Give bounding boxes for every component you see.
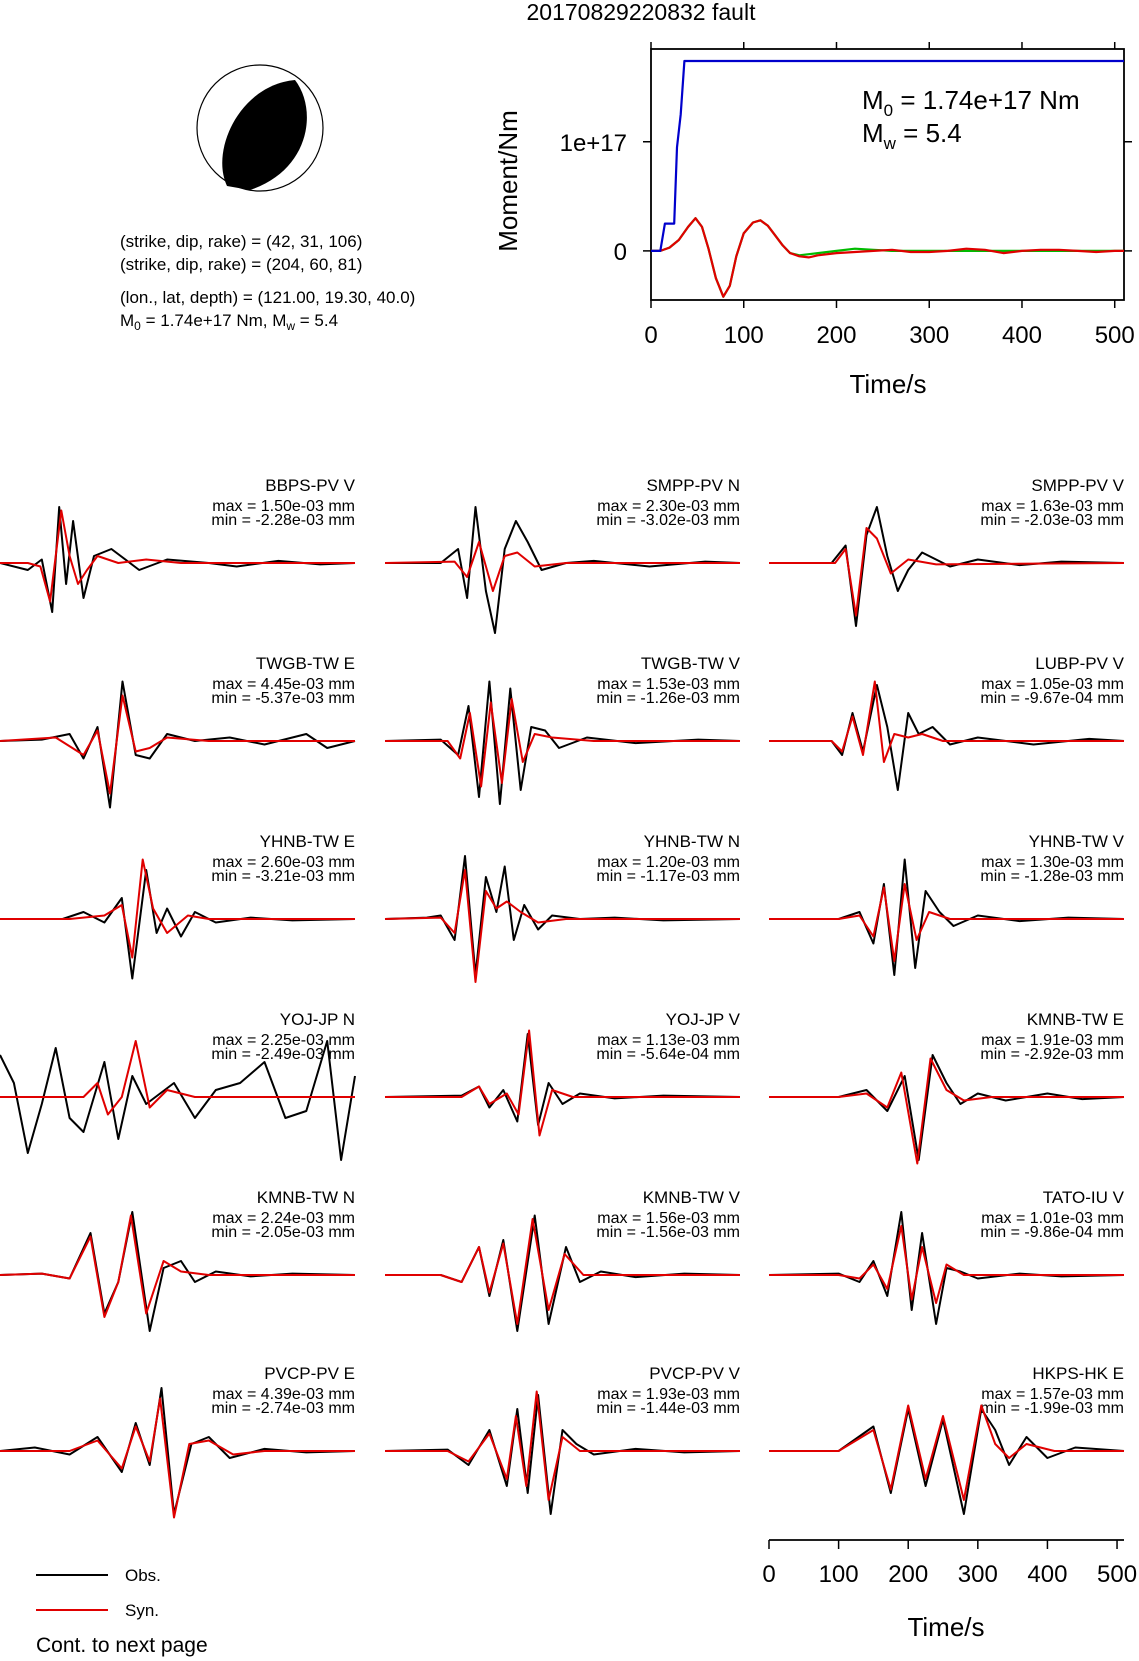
nodal-plane-1: (strike, dip, rake) = (42, 31, 106) <box>120 232 363 251</box>
moment-m0-annotation <box>862 85 1080 120</box>
synthetic-trace <box>385 699 740 787</box>
moment-xlabel: Time/s <box>849 369 927 399</box>
waveform-panel <box>385 654 741 804</box>
synthetic-trace <box>0 696 355 794</box>
m0-subscript: 0 <box>134 319 141 333</box>
synthetic-trace <box>769 1059 1124 1164</box>
moment-ytick-label: 1e+17 <box>559 129 627 157</box>
bottom-xtick-label: 200 <box>888 1561 929 1588</box>
bottom-xtick-label: 300 <box>957 1561 998 1588</box>
max-amplitude-label: max = 4.45e-03 mm <box>212 676 355 693</box>
station-label: KMNB-TW N <box>256 1188 355 1207</box>
waveform-panel <box>769 1188 1125 1324</box>
moment-xtick-label: 500 <box>1094 322 1135 349</box>
min-amplitude-label: min = -2.49e-03 mm <box>211 1046 355 1063</box>
min-amplitude-label: min = -9.67e-04 mm <box>980 690 1124 707</box>
moment-series-green <box>651 218 1124 297</box>
bottom-xlabel: Time/s <box>907 1612 985 1642</box>
max-amplitude-label: max = 4.39e-03 mm <box>212 1386 355 1403</box>
min-amplitude-label: min = -1.26e-03 mm <box>596 690 740 707</box>
waveform-panel <box>385 1364 741 1514</box>
max-amplitude-label: max = 1.50e-03 mm <box>212 498 355 515</box>
m0-symbol: M <box>120 311 135 330</box>
focal-mechanism-beachball <box>197 65 323 191</box>
min-amplitude-label: min = -2.28e-03 mm <box>211 512 355 529</box>
min-amplitude-label: min = -1.28e-03 mm <box>980 868 1124 885</box>
bottom-xtick-label: 500 <box>1097 1561 1138 1588</box>
min-amplitude-label: min = -2.03e-03 mm <box>980 512 1124 529</box>
station-label: BBPS-PV V <box>265 476 355 495</box>
continued-note: Cont. to next page <box>36 1634 208 1657</box>
station-label: TATO-IU V <box>1042 1188 1124 1207</box>
max-amplitude-label: max = 1.53e-03 mm <box>597 676 740 693</box>
waveform-panel <box>769 1364 1124 1514</box>
min-amplitude-label: min = -5.64e-04 mm <box>596 1046 740 1063</box>
moment-xtick-label: 200 <box>816 322 857 349</box>
m0-label-subscript: 0 <box>883 101 894 120</box>
min-amplitude-label: min = -1.17e-03 mm <box>596 868 740 885</box>
station-label: KMNB-TW V <box>642 1188 740 1207</box>
station-label: YHNB-TW N <box>643 832 740 851</box>
min-amplitude-label: min = -3.02e-03 mm <box>596 512 740 529</box>
moment-xtick-label: 400 <box>1001 322 1043 349</box>
synthetic-trace <box>385 870 740 982</box>
m0-label-value: = 1.74e+17 Nm <box>893 85 1080 115</box>
max-amplitude-label: max = 1.13e-03 mm <box>597 1032 740 1049</box>
station-label: YOJ-JP N <box>279 1010 355 1029</box>
moment-mw-annotation <box>862 118 962 153</box>
max-amplitude-label: max = 1.63e-03 mm <box>981 498 1124 515</box>
legend-syn-label: Syn. <box>125 1601 160 1620</box>
waveform-panel <box>769 654 1125 790</box>
max-amplitude-label: max = 1.91e-03 mm <box>981 1032 1124 1049</box>
waveform-panel <box>0 1188 355 1331</box>
min-amplitude-label: min = -2.74e-03 mm <box>211 1400 355 1417</box>
synthetic-trace <box>385 542 740 591</box>
station-label: TWGB-TW V <box>640 654 740 673</box>
waveform-panel <box>385 1188 741 1331</box>
synthetic-trace <box>769 884 1124 961</box>
station-label: HKPS-HK E <box>1032 1364 1124 1383</box>
waveform-panel <box>0 654 355 808</box>
bottom-time-axis <box>762 1540 1137 1642</box>
max-amplitude-label: max = 2.25e-03 mm <box>212 1032 355 1049</box>
station-label: TWGB-TW E <box>255 654 355 673</box>
mw-label-value: = 5.4 <box>895 118 962 148</box>
bottom-xtick-label: 400 <box>1027 1561 1068 1588</box>
moment-ylabel: Moment/Nm <box>493 110 523 252</box>
m0-value: = 1.74e+17 Nm, M <box>140 311 287 330</box>
min-amplitude-label: min = -1.99e-03 mm <box>980 1400 1124 1417</box>
mw-value: = 5.4 <box>295 311 339 330</box>
max-amplitude-label: max = 1.93e-03 mm <box>597 1386 740 1403</box>
mw-label-subscript: w <box>883 134 896 153</box>
m0-label: M <box>862 85 884 115</box>
max-amplitude-label: max = 1.05e-03 mm <box>981 676 1124 693</box>
waveform-panel <box>385 476 740 633</box>
station-label: LUBP-PV V <box>1035 654 1124 673</box>
waveform-panel <box>385 832 740 982</box>
observed-trace <box>769 1055 1124 1160</box>
station-label: SMPP-PV V <box>1031 476 1124 495</box>
min-amplitude-label: min = -2.92e-03 mm <box>980 1046 1124 1063</box>
moment-xtick-label: 300 <box>909 322 950 349</box>
min-amplitude-label: min = -9.86e-04 mm <box>980 1224 1124 1241</box>
min-amplitude-label: min = -1.44e-03 mm <box>596 1400 740 1417</box>
waveform-panel <box>769 476 1125 626</box>
mw-label: M <box>862 118 884 148</box>
min-amplitude-label: min = -2.05e-03 mm <box>211 1224 355 1241</box>
max-amplitude-label: max = 1.56e-03 mm <box>597 1210 740 1227</box>
max-amplitude-label: max = 2.24e-03 mm <box>212 1210 355 1227</box>
waveform-panel <box>0 1010 355 1160</box>
observed-trace <box>769 1409 1124 1514</box>
bottom-xtick-label: 0 <box>762 1561 776 1588</box>
min-amplitude-label: min = -5.37e-03 mm <box>211 690 355 707</box>
bottom-xtick-label: 100 <box>818 1561 859 1588</box>
mw-subscript: w <box>286 319 296 333</box>
station-label: PVCP-PV E <box>264 1364 355 1383</box>
moment-xtick-label: 100 <box>723 322 764 349</box>
moment-ytick-label: 0 <box>613 238 627 266</box>
waveform-panel <box>0 832 355 979</box>
waveform-panel <box>769 1010 1124 1164</box>
moment-series-red <box>651 218 1124 297</box>
max-amplitude-label: max = 1.57e-03 mm <box>981 1386 1124 1403</box>
max-amplitude-label: max = 1.20e-03 mm <box>597 854 740 871</box>
synthetic-trace <box>769 528 1124 616</box>
waveform-panel <box>769 832 1125 975</box>
waveform-panel <box>385 1010 741 1136</box>
station-label: PVCP-PV V <box>649 1364 740 1383</box>
max-amplitude-label: max = 1.01e-03 mm <box>981 1210 1124 1227</box>
station-label: KMNB-TW E <box>1026 1010 1124 1029</box>
station-label: SMPP-PV N <box>646 476 740 495</box>
min-amplitude-label: min = -1.56e-03 mm <box>596 1224 740 1241</box>
legend-obs-label: Obs. <box>125 1566 161 1585</box>
figure-title: 20170829220832 fault <box>526 0 756 25</box>
waveform-panel <box>0 476 356 612</box>
max-amplitude-label: max = 2.30e-03 mm <box>597 498 740 515</box>
waveform-panel <box>0 1364 355 1518</box>
moment-xtick-label: 0 <box>644 322 658 349</box>
hypocenter-location: (lon., lat, depth) = (121.00, 19.30, 40.0) <box>120 288 416 307</box>
station-label: YHNB-TW E <box>259 832 355 851</box>
legend <box>36 1566 161 1620</box>
moment-rate-panel <box>493 42 1135 399</box>
waveform-grid <box>0 476 1125 1518</box>
station-label: YHNB-TW V <box>1028 832 1124 851</box>
moment-magnitude-summary <box>120 311 338 333</box>
nodal-plane-2: (strike, dip, rake) = (204, 60, 81) <box>120 255 363 274</box>
station-label: YOJ-JP V <box>665 1010 740 1029</box>
max-amplitude-label: max = 1.30e-03 mm <box>981 854 1124 871</box>
max-amplitude-label: max = 2.60e-03 mm <box>212 854 355 871</box>
min-amplitude-label: min = -3.21e-03 mm <box>211 868 355 885</box>
synthetic-trace <box>769 1406 1124 1501</box>
